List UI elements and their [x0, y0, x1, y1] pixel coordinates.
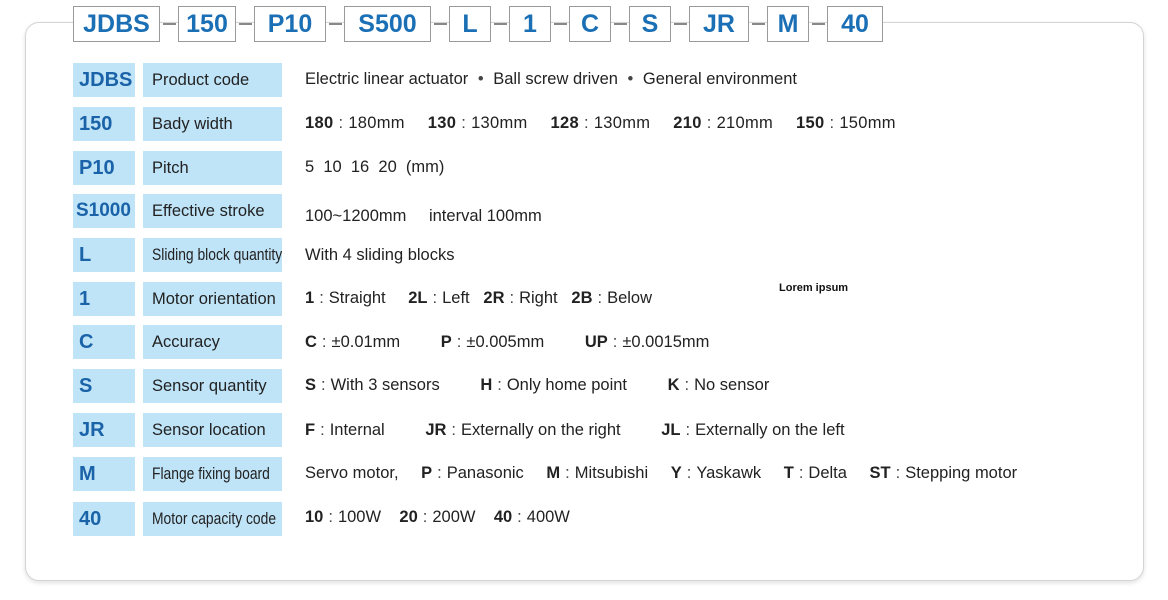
option-key: 2R	[483, 289, 505, 307]
option-key: JR	[425, 421, 447, 439]
desc-text: 100~1200mm	[305, 207, 407, 225]
spec-row-motor-capacity-code	[73, 502, 282, 536]
code-chip: M	[767, 6, 809, 42]
option-value: Right	[519, 289, 558, 307]
desc-text: General environment	[642, 70, 797, 88]
row-description: 10 : 100W 20 : 200W 40 : 400W	[305, 508, 570, 526]
option-key: P	[440, 333, 452, 351]
dash-separator	[431, 6, 449, 42]
spec-row-sensor-quantity	[73, 369, 282, 403]
desc-text: interval 100mm	[428, 207, 542, 225]
option-key: P	[421, 464, 433, 482]
dash-separator	[749, 6, 767, 42]
row-description	[305, 70, 797, 89]
code-chip: S	[629, 6, 671, 42]
row-code: L	[73, 238, 135, 272]
option-key: 210	[673, 114, 702, 132]
option-value: Externally on the left	[695, 421, 845, 439]
row-code: 40	[73, 502, 135, 536]
spec-row-flange-fixing-board	[73, 457, 282, 491]
row-description: C : ±0.01mm P : ±0.005mm UP : ±0.0015mm	[305, 333, 710, 351]
dash-separator	[671, 6, 689, 42]
option-key: C	[305, 333, 317, 351]
option-key: UP	[584, 333, 608, 351]
spec-row-motor-orientation	[73, 282, 282, 316]
spec-row-body-width	[73, 107, 282, 141]
row-label-text: Sliding block quantity	[152, 245, 282, 264]
option-key: 40	[493, 508, 513, 526]
row-description	[305, 207, 542, 226]
row-label	[143, 502, 282, 536]
option-key: 128	[550, 114, 579, 132]
row-description: S : With 3 sensors H : Only home point K : No sensor	[305, 376, 770, 394]
option-value: Internal	[329, 421, 385, 439]
option-key: S	[305, 376, 317, 394]
option-value: 150mm	[839, 114, 896, 132]
option-value: Below	[607, 289, 653, 307]
desc-text: Ball screw driven	[493, 70, 618, 88]
option-value: ±0.005mm	[466, 333, 545, 351]
dash-separator	[551, 6, 569, 42]
code-chip: P10	[254, 6, 326, 42]
row-code: S	[73, 369, 135, 403]
dash-separator	[326, 6, 344, 42]
option-value: Delta	[808, 464, 847, 482]
option-value: Yaskawk	[696, 464, 762, 482]
row-description: 5 10 16 20 (mm)	[305, 158, 445, 176]
row-code: 150	[73, 107, 135, 141]
spec-row-sensor-location	[73, 413, 282, 447]
option-key: T	[783, 464, 794, 482]
code-chip: 1	[509, 6, 551, 42]
option-value: 130mm	[471, 114, 528, 132]
desc-text: Electric linear actuator	[305, 70, 469, 88]
dash-separator	[611, 6, 629, 42]
row-description: 1 : Straight 2L : Left 2R : Right 2B : Below	[305, 289, 653, 307]
row-code: JR	[73, 413, 135, 447]
row-code: S1000	[73, 194, 135, 228]
code-chip: C	[569, 6, 611, 42]
code-chip: 150	[178, 6, 236, 42]
spec-row-sliding-block-quantity	[73, 238, 282, 272]
row-label	[143, 238, 282, 272]
code-chip: JR	[689, 6, 749, 42]
row-label: Motor orientation	[143, 282, 282, 316]
option-value: 400W	[526, 508, 570, 526]
option-key: 180	[305, 114, 334, 132]
option-value: Externally on the right	[461, 421, 621, 439]
option-value: ±0.0015mm	[622, 333, 710, 351]
option-key: 2L	[408, 289, 428, 307]
dash-separator	[160, 6, 178, 42]
option-value: No sensor	[694, 376, 770, 394]
model-code-strip	[73, 5, 883, 43]
option-key: H	[480, 376, 493, 394]
option-value: 130mm	[593, 114, 651, 132]
row-label: Accuracy	[143, 325, 282, 359]
option-key: ST	[869, 464, 891, 482]
option-key: 1	[305, 289, 315, 307]
row-label: Product code	[143, 63, 282, 97]
bullet: •	[477, 70, 484, 88]
row-code: 1	[73, 282, 135, 316]
code-chip: JDBS	[73, 6, 160, 42]
option-value: Stepping motor	[905, 464, 1018, 482]
row-description: Servo motor, P : Panasonic M : Mitsubishi Y : Yaskawk T : Delta ST : Stepping motor	[305, 464, 1018, 482]
row-code: C	[73, 325, 135, 359]
option-key: 20	[399, 508, 418, 526]
spec-row-accuracy	[73, 325, 282, 359]
spec-row-pitch	[73, 151, 282, 185]
option-value: Straight	[328, 289, 386, 307]
row-code: JDBS	[73, 63, 135, 97]
option-value: Only home point	[506, 376, 627, 394]
bullet: •	[627, 70, 634, 88]
dash-separator	[809, 6, 827, 42]
row-label	[143, 457, 282, 491]
option-value: 200W	[432, 508, 476, 526]
row-description: F : Internal JR : Externally on the right JL : Externally on the left	[305, 421, 845, 439]
option-key: Y	[670, 464, 682, 482]
row-code: P10	[73, 151, 135, 185]
option-key: K	[667, 376, 680, 394]
option-key: 10	[305, 508, 324, 526]
option-value: Panasonic	[446, 464, 524, 482]
option-key: M	[546, 464, 561, 482]
row-label: Pitch	[143, 151, 282, 185]
row-label: Sensor quantity	[143, 369, 282, 403]
row-description: With 4 sliding blocks	[305, 246, 455, 264]
option-value: Left	[442, 289, 470, 307]
option-key: 2B	[571, 289, 593, 307]
option-key: JL	[661, 421, 681, 439]
code-chip: S500	[344, 6, 431, 42]
desc-text: Servo motor,	[305, 464, 399, 482]
option-key: F	[305, 421, 316, 439]
option-key: 150	[796, 114, 825, 132]
row-code: M	[73, 457, 135, 491]
option-value: 210mm	[716, 114, 774, 132]
row-description: 180 : 180mm 130 : 130mm 128 : 130mm 210 : 210mm 150 : 150mm	[305, 114, 896, 132]
option-value: 100W	[337, 508, 382, 526]
code-chip: L	[449, 6, 491, 42]
option-value: Mitsubishi	[574, 464, 649, 482]
dash-separator	[491, 6, 509, 42]
option-key: 130	[427, 114, 457, 132]
spec-row-product-code	[73, 63, 282, 97]
code-chip: 40	[827, 6, 883, 42]
spec-row-effective-stroke	[73, 194, 282, 228]
note-text: Lorem ipsum	[779, 282, 849, 294]
option-value: ±0.01mm	[331, 333, 401, 351]
row-label-text: Flange fixing board	[152, 464, 270, 483]
dash-separator	[236, 6, 254, 42]
row-label: Sensor location	[143, 413, 282, 447]
row-label-text: Motor capacity code	[152, 509, 277, 528]
option-value: 180mm	[348, 114, 405, 132]
row-label: Effective stroke	[143, 194, 282, 228]
row-label: Bady width	[143, 107, 282, 141]
option-value: With 3 sensors	[330, 376, 440, 394]
